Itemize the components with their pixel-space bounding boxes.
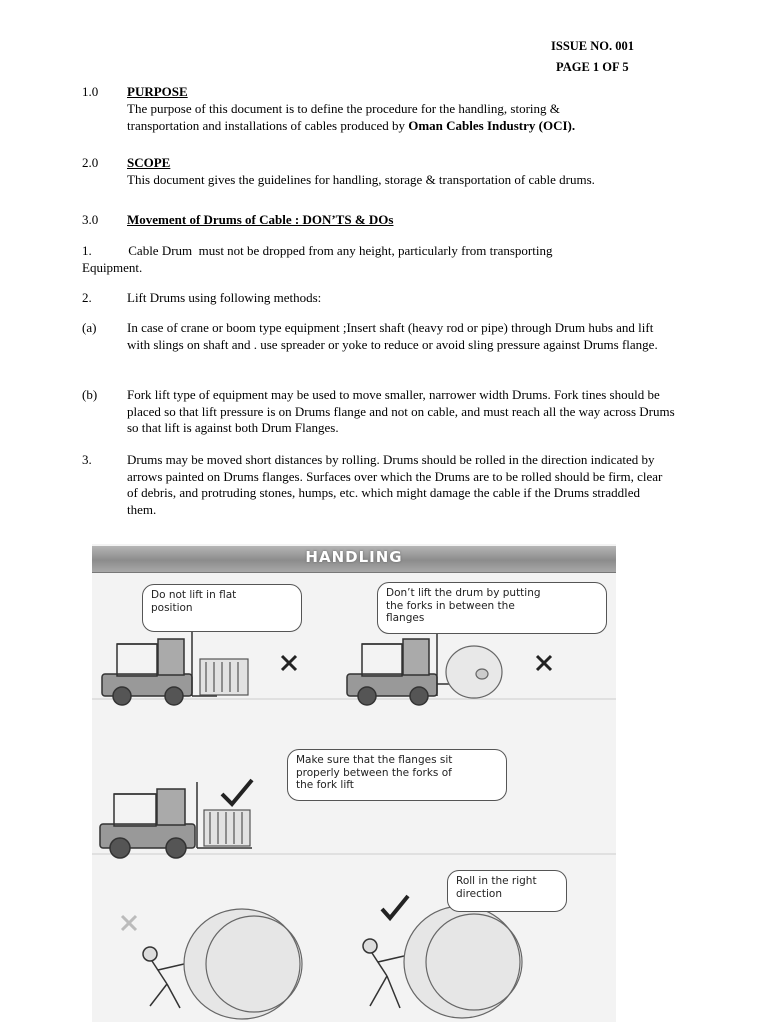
item-3-text: Drums may be moved short distances by rolling. Drums should be rolled in the direction indicated by arrows painted on Drums flanges. Surfaces over which the Drums are to be rolled should be firm, clear of debris, and protruding stones, humps, etc. which might damage the cable if the Drums straddled them. <box>127 452 663 517</box>
handling-banner-text: HANDLING <box>305 548 403 566</box>
section-title-movement: Movement of Drums of Cable : DON’TS & DOs <box>127 212 394 227</box>
drum-icon <box>446 646 502 698</box>
section-number-purpose: 1.0 <box>82 84 99 99</box>
bubble-text: Roll in the right <box>456 875 537 887</box>
speech-bubble-flat-position <box>142 584 302 632</box>
item-number-3: 3. <box>82 452 92 467</box>
bubble-text: flanges <box>386 612 425 624</box>
purpose-text-line2-plain: transportation and installations of cables produced by <box>127 118 409 133</box>
bubble-text: properly between the forks of <box>296 766 452 779</box>
section-title-scope: SCOPE <box>127 155 171 170</box>
item-1-line1: Cable Drum must not be dropped from any height, particularly from transporting <box>112 243 553 258</box>
item-2-text: Lift Drums using following methods: <box>127 290 322 305</box>
issue-number: ISSUE NO. 001 <box>551 39 635 53</box>
scope-text: This document gives the guidelines for handling, storage & transportation of cable drums. <box>127 172 595 187</box>
item-number-b: (b) <box>82 387 98 402</box>
check-mark-icon <box>382 896 408 918</box>
speech-bubble-flanges-sit-properly <box>287 749 507 801</box>
drum-icon <box>184 909 302 1019</box>
item-number-2: 2. <box>82 290 92 305</box>
check-mark-icon <box>222 780 252 804</box>
speech-bubble-forks-between-flanges <box>377 582 607 634</box>
item-a-text: In case of crane or boom type equipment ;Insert shaft (heavy rod or pipe) through Drum hubs and lift with slings on shaft and . use spreader or yoke to reduce or avoid sling pressure against Drums flange. <box>127 320 658 352</box>
cross-mark-icon <box>122 916 136 930</box>
worker-icon <box>143 947 184 1008</box>
purpose-text-line2 <box>127 118 687 135</box>
company-name: Oman Cables Industry (OCI). <box>408 118 576 133</box>
item-number-1: 1. <box>82 243 92 258</box>
item-number-a: (a) <box>82 320 97 335</box>
handling-illustration <box>92 544 616 1022</box>
purpose-text-line1: The purpose of this document is to define the procedure for the handling, storing & <box>127 101 560 116</box>
section-title-purpose: PURPOSE <box>127 84 188 99</box>
bubble-text: the fork lift <box>296 779 354 791</box>
bubble-text: Don’t lift the drum by putting <box>386 587 541 599</box>
section-number-movement: 3.0 <box>82 212 99 227</box>
drum-icon <box>204 810 250 846</box>
item-1-line2: Equipment. <box>82 260 143 275</box>
cross-mark-icon <box>537 656 551 670</box>
bubble-text: position <box>151 601 193 614</box>
bubble-text: Do not lift in flat <box>151 589 237 601</box>
section-number-scope: 2.0 <box>82 155 99 170</box>
page-number: PAGE 1 OF 5 <box>556 60 629 74</box>
bubble-text: Make sure that the flanges sit <box>296 754 453 766</box>
drum-flat-icon <box>200 659 248 695</box>
speech-bubble-roll-direction <box>447 870 567 912</box>
worker-icon <box>363 939 404 1008</box>
drum-icon <box>404 906 522 1018</box>
bubble-text: direction <box>456 887 503 900</box>
cross-mark-icon <box>282 656 296 670</box>
item-b-text: Fork lift type of equipment may be used to move smaller, narrower width Drums. Fork tines should be placed so that lift pressure is on Drums flange and not on cable, and must reach all the way across Drums so that lift is against both Drum Flanges. <box>127 387 675 435</box>
bubble-text: the forks in between the <box>386 599 515 612</box>
